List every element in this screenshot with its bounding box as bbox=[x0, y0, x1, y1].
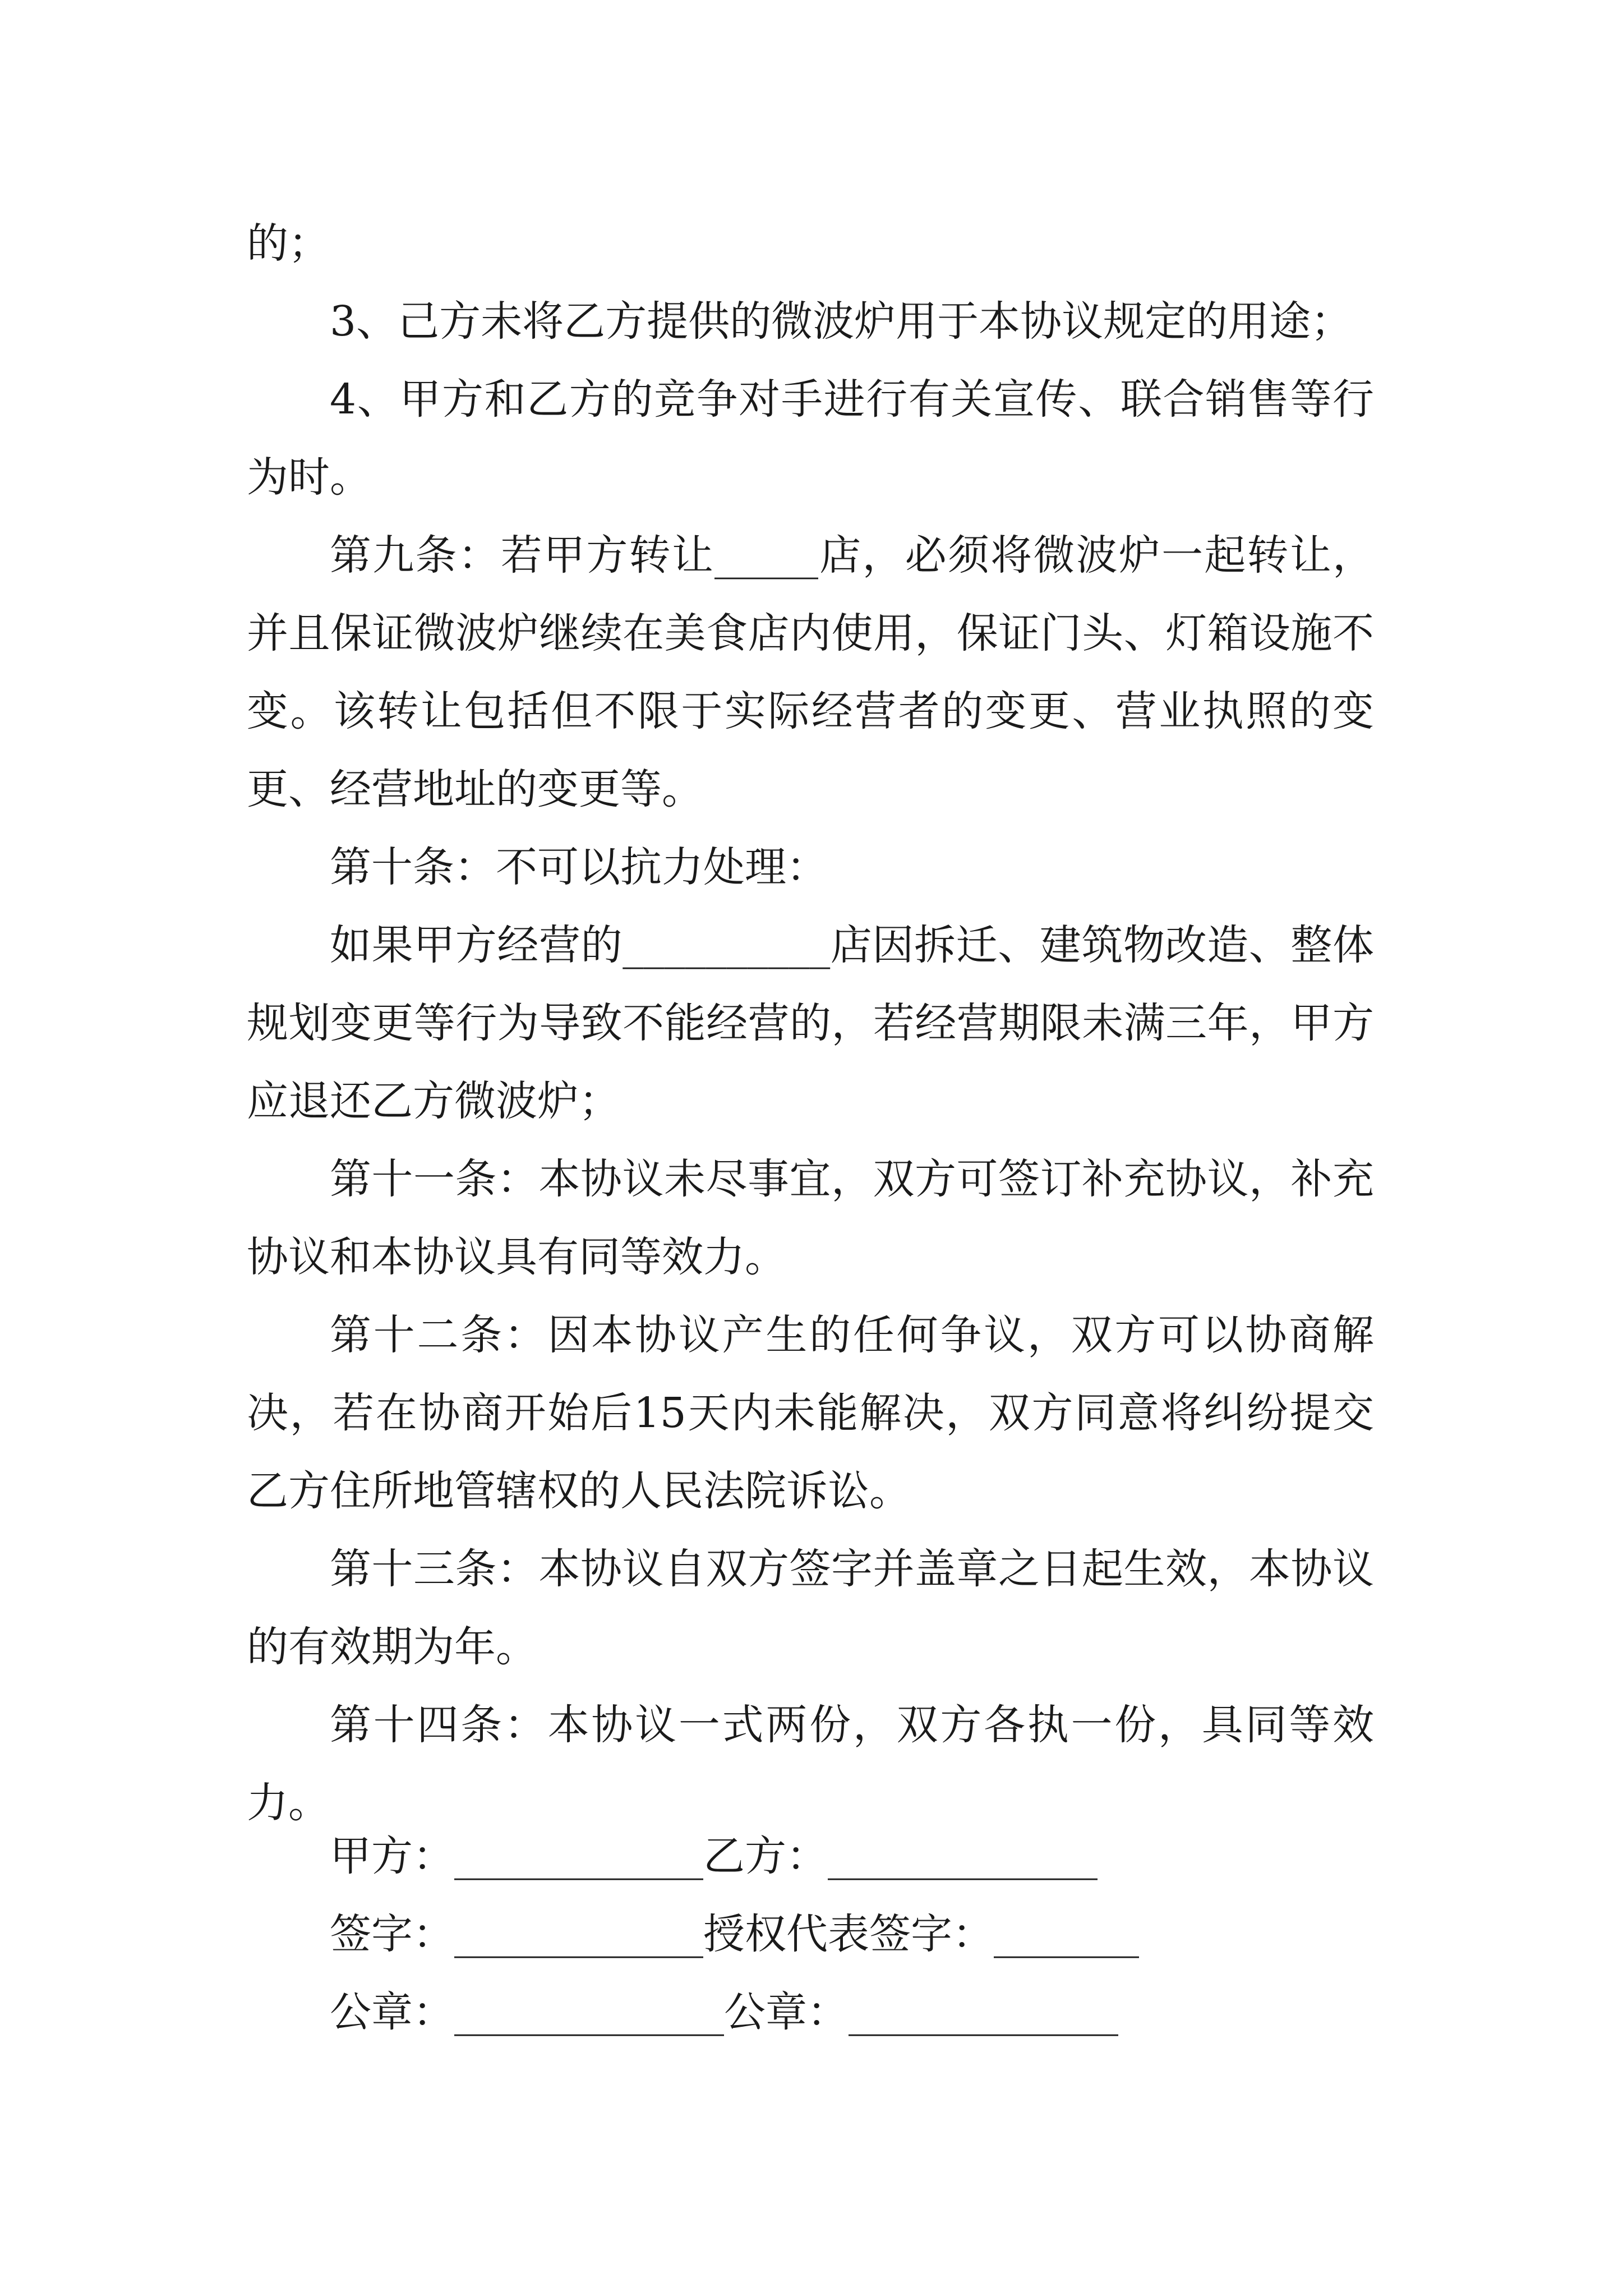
article-12: 第十二条：因本协议产生的任何争议，双方可以协商解决，若在协商开始后15天内未能解决，双方同意将纠纷提交乙方住所地管辖权的人民法院诉讼。 bbox=[247, 1311, 1374, 1515]
signature-row-seals: 公章：_____________公章：_____________ bbox=[330, 1988, 1118, 2036]
article-14: 第十四条：本协议一式两份，双方各执一份，具同等效力。 bbox=[247, 1701, 1374, 1827]
clause-item-4: 4、甲方和乙方的竞争对手进行有关宣传、联合销售等行为时。 bbox=[247, 375, 1374, 501]
article-10-body: 如果甲方经营的__________店因拆迁、建筑物改造、整体规划变更等行为导致不能经营的，若经营期限未满三年，甲方应退还乙方微波炉； bbox=[247, 921, 1374, 1125]
article-9: 第九条：若甲方转让_____店，必须将微波炉一起转让，并且保证微波炉继续在美食店内使用，保证门头、灯箱设施不变。该转让包括但不限于实际经营者的变更、营业执照的变更、经营地址的变更等。 bbox=[247, 531, 1374, 813]
agreement-body bbox=[247, 205, 1374, 1842]
signature-row-parties: 甲方：____________乙方：_____________ bbox=[330, 1832, 1098, 1880]
article-10-heading: 第十条：不可以抗力处理： bbox=[330, 843, 828, 891]
paragraph-continuation: 的； bbox=[247, 219, 330, 268]
clause-item-3: 3、己方未将乙方提供的微波炉用于本协议规定的用途； bbox=[330, 297, 1353, 346]
signature-block bbox=[247, 1818, 1374, 2051]
article-13: 第十三条：本协议自双方签字并盖章之日起生效，本协议的有效期为年。 bbox=[247, 1545, 1374, 1671]
article-11: 第十一条：本协议未尽事宜，双方可签订补充协议，补充协议和本协议具有同等效力。 bbox=[247, 1155, 1374, 1281]
signature-row-signatures: 签字：____________授权代表签字：_______ bbox=[330, 1910, 1139, 1958]
